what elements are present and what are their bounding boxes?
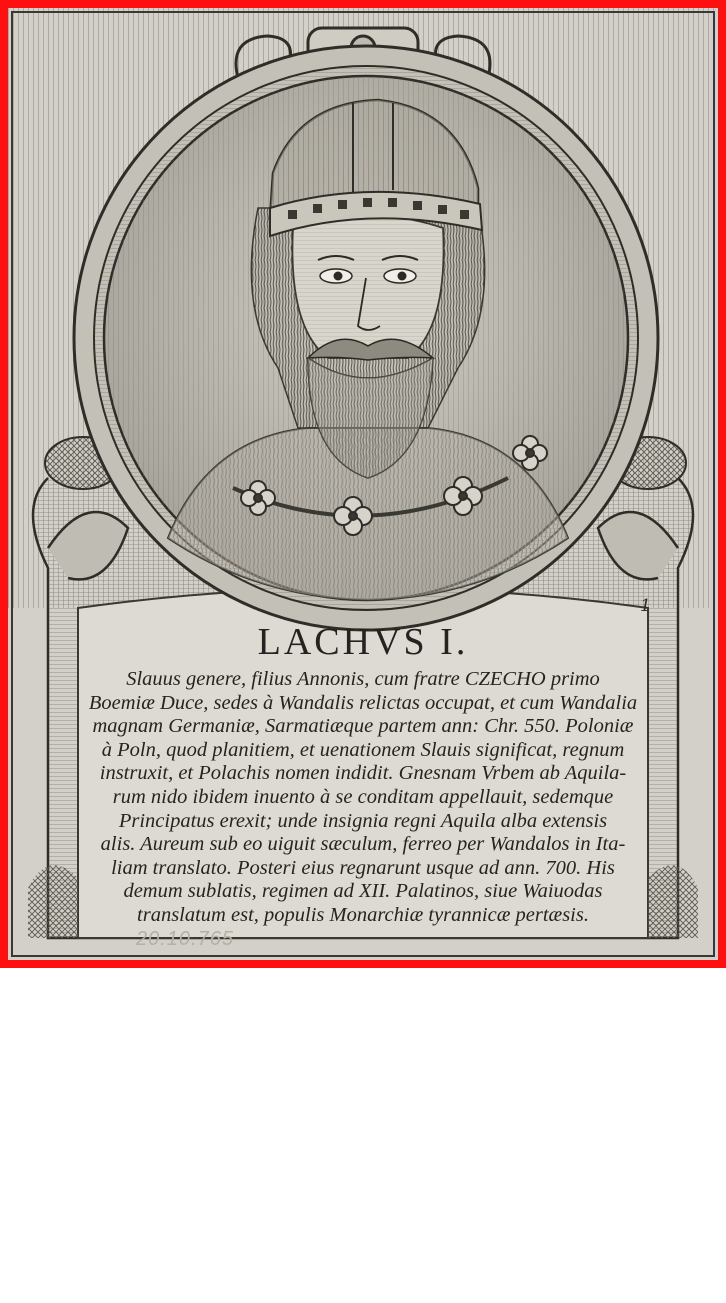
caption-line: translatum est, populis Monarchiæ tyrannicæ pertæsis. — [137, 903, 589, 926]
caption-line: Principatus erexit; unde insignia regni Aquila alba extensis — [118, 809, 608, 832]
caption-line: demum sublatis, regimen ad XII. Palatinos, siue Waiuodas — [123, 880, 603, 903]
caption-line: Boemiæ Duce, sedes à Wandalis relictas occupat, et cum Wandalia — [88, 691, 638, 714]
plate-number: 1 — [640, 596, 651, 616]
caption-line: rum nido ibidem inuento à se conditam appellauit, sedemque — [112, 785, 614, 808]
caption-line: alis. Aureum sub eo uiguit sæculum, ferreo per Wandalos in Ita- — [100, 833, 626, 856]
caption-line: magnam Germaniæ, Sarmatiæque partem ann: Chr. 550. Poloniæ — [92, 715, 634, 738]
caption-line: liam translato. Posteri eius regnarunt usque ad ann. 700. His — [111, 856, 615, 879]
caption-title: LACHVS I. — [257, 621, 469, 663]
caption-line: à Poln, quod planitiem, et uenationem Slauis significat, regnum — [101, 738, 625, 761]
caption-line: instruxit, et Polachis nomen indidit. Gnesnam Vrbem ab Aquila- — [99, 762, 627, 785]
inventory-mark: 20.10.765 — [136, 928, 234, 950]
caption-line: Slauus genere, filius Annonis, cum fratre CZECHO primo — [126, 668, 600, 690]
caption-text — [48, 668, 678, 928]
